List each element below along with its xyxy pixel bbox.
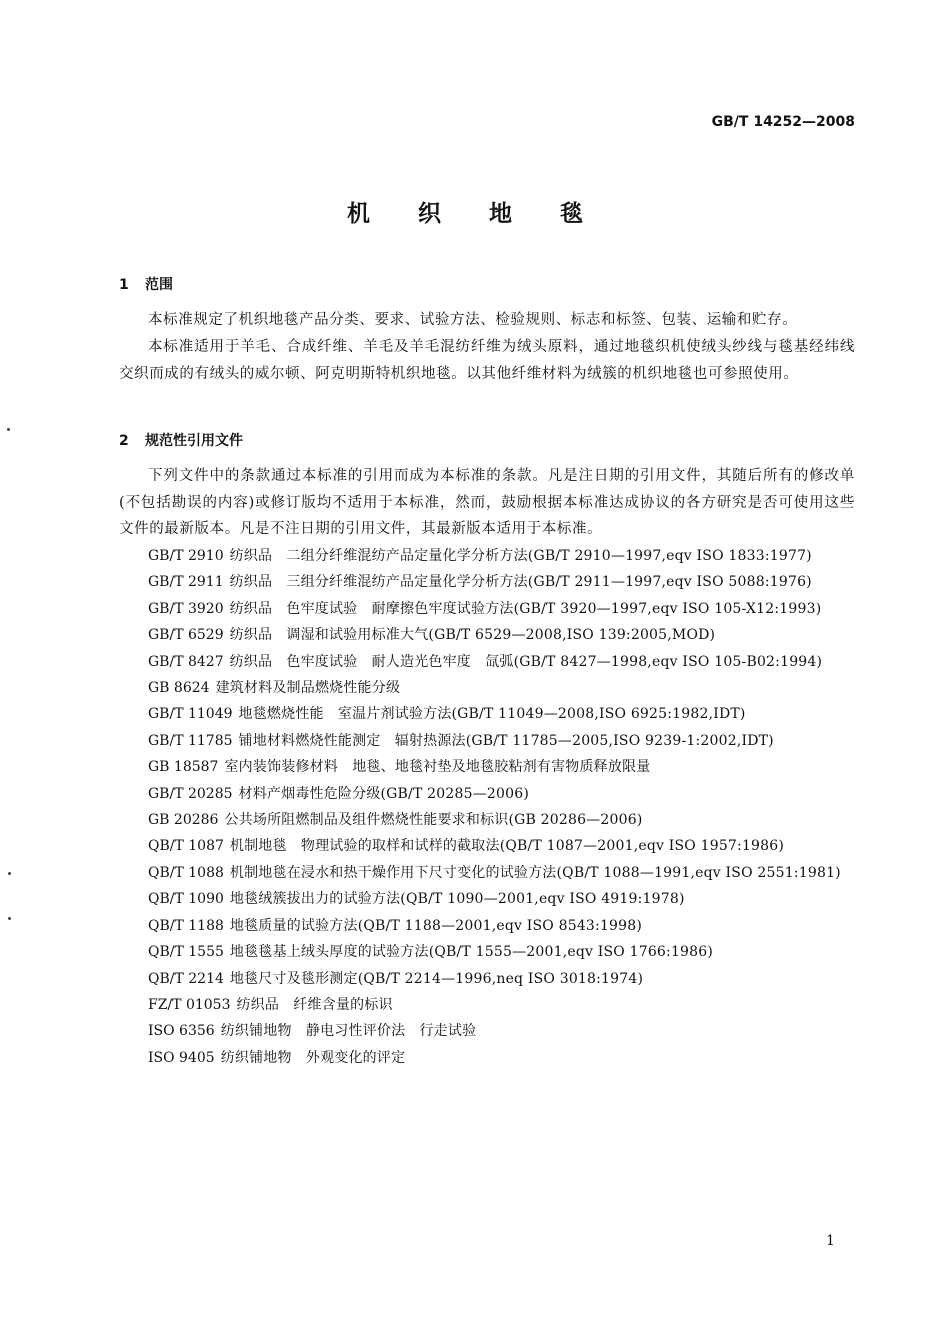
reference-code: FZ/T 01053 bbox=[148, 996, 231, 1013]
reference-text: 地毯质量的试验方法(QB/T 1188—2001,eqv ISO 8543:1998) bbox=[229, 917, 643, 934]
scan-speck bbox=[7, 428, 10, 431]
reference-code: GB/T 11785 bbox=[148, 732, 233, 749]
reference-item bbox=[119, 939, 855, 965]
reference-text: 机制地毯 物理试验的取样和试样的截取法(QB/T 1087—2001,eqv ISO 1957:1986) bbox=[229, 838, 785, 855]
reference-code: GB/T 2910 bbox=[148, 548, 224, 564]
scan-speck bbox=[8, 872, 11, 875]
reference-item bbox=[119, 992, 855, 1018]
reference-code: GB 8624 bbox=[148, 680, 210, 697]
reference-text: 建筑材料及制品燃烧性能分级 bbox=[215, 680, 401, 697]
reference-item bbox=[119, 966, 855, 992]
reference-code: QB/T 1088 bbox=[148, 864, 224, 881]
reference-text: 铺地材料燃烧性能测定 辐射热源法(GB/T 11785—2005,ISO 9239-1:2002,IDT) bbox=[238, 732, 774, 749]
reference-text: 地毯毯基上绒头厚度的试验方法(QB/T 1555—2001,eqv ISO 1766:1986) bbox=[229, 944, 714, 961]
section-heading-normative-references bbox=[119, 430, 243, 450]
section-heading-scope bbox=[119, 274, 173, 294]
reference-item bbox=[119, 754, 855, 780]
reference-item bbox=[119, 701, 855, 727]
section-number: 1 bbox=[119, 277, 129, 293]
paragraph: 本标准规定了机织地毯产品分类、要求、试验方法、检验规则、标志和标签、包装、运输和贮存。 bbox=[148, 312, 798, 328]
reference-item bbox=[119, 781, 855, 807]
reference-item bbox=[119, 886, 855, 912]
reference-code: GB/T 2911 bbox=[148, 574, 224, 591]
reference-text: 纺织铺地物 静电习性评价法 行走试验 bbox=[220, 1023, 477, 1040]
section-title: 范围 bbox=[145, 277, 173, 293]
reference-item bbox=[119, 649, 855, 675]
reference-code: GB 20286 bbox=[148, 812, 219, 829]
reference-code: ISO 9405 bbox=[148, 1049, 215, 1066]
reference-text: 室内装饰装修材料 地毯、地毯衬垫及地毯胶粘剂有害物质释放限量 bbox=[224, 759, 651, 776]
reference-text: 材料产烟毒性危险分级(GB/T 20285—2006) bbox=[238, 785, 529, 802]
reference-text: 地毯尺寸及毯形测定(QB/T 2214—1996,neq ISO 3018:1974) bbox=[229, 970, 644, 987]
reference-code: ISO 6356 bbox=[148, 1023, 215, 1040]
reference-item bbox=[119, 1045, 855, 1071]
reference-code: GB/T 3920 bbox=[148, 600, 224, 617]
reference-item bbox=[119, 833, 855, 859]
paragraph: 下列文件中的条款通过本标准的引用而成为本标准的条款。凡是注日期的引用文件，其随后所有的修改单(不包括勘误的内容)或修订版均不适用于本标准，然而，鼓励根据本标准达成协议的各方研究是否可使用这些文件的最新版本。凡是不注日期的引用文件，其最新版本适用于本标准。 bbox=[119, 468, 855, 537]
reference-code: QB/T 1087 bbox=[148, 838, 224, 855]
section-number: 2 bbox=[119, 433, 129, 449]
reference-text: 地毯燃烧性能 室温片剂试验方法(GB/T 11049—2008,ISO 6925:1982,IDT) bbox=[238, 706, 746, 723]
reference-text: 公共场所阻燃制品及组件燃烧性能要求和标识(GB 20286—2006) bbox=[224, 812, 643, 829]
reference-item bbox=[119, 569, 855, 595]
reference-text: 纺织品 二组分纤维混纺产品定量化学分析方法(GB/T 2910—1997,eqv ISO 1833:1977) bbox=[229, 548, 812, 564]
reference-code: GB/T 20285 bbox=[148, 785, 233, 802]
reference-item bbox=[119, 1018, 855, 1044]
paragraph: 本标准适用于羊毛、合成纤维、羊毛及羊毛混纺纤维为绒头原料，通过地毯织机使绒头纱线与毯基经纬线交织而成的有绒头的威尔顿、阿克明斯特机织地毯。以其他纤维材料为绒簇的机织地毯也可参照使用。 bbox=[119, 339, 855, 382]
reference-text: 纺织铺地物 外观变化的评定 bbox=[220, 1049, 406, 1066]
reference-item bbox=[119, 913, 855, 939]
reference-item bbox=[119, 807, 855, 833]
reference-code: GB/T 8427 bbox=[148, 653, 224, 670]
reference-text: 机制地毯在浸水和热干燥作用下尺寸变化的试验方法(QB/T 1088—1991,eqv ISO 2551:1981) bbox=[229, 864, 841, 881]
reference-code: QB/T 2214 bbox=[148, 970, 224, 987]
reference-list bbox=[119, 543, 855, 1071]
section-title: 规范性引用文件 bbox=[145, 433, 243, 449]
reference-text: 纺织品 三组分纤维混纺产品定量化学分析方法(GB/T 2911—1997,eqv ISO 5088:1976) bbox=[229, 574, 812, 591]
page-number: 1 bbox=[826, 1233, 835, 1249]
reference-item bbox=[119, 596, 855, 622]
reference-code: GB/T 11049 bbox=[148, 706, 233, 723]
reference-code: QB/T 1090 bbox=[148, 891, 224, 908]
reference-text: 纺织品 色牢度试验 耐人造光色牢度 氙弧(GB/T 8427—1998,eqv ISO 105-B02:1994) bbox=[229, 653, 823, 670]
reference-code: QB/T 1188 bbox=[148, 917, 224, 934]
reference-text: 纺织品 色牢度试验 耐摩擦色牢度试验方法(GB/T 3920—1997,eqv ISO 105-X12:1993) bbox=[229, 600, 822, 617]
document-title: 机 织 地 毯 bbox=[346, 201, 604, 227]
reference-code: GB/T 6529 bbox=[148, 627, 224, 644]
reference-text: 纺织品 调湿和试验用标准大气(GB/T 6529—2008,ISO 139:2005,MOD) bbox=[229, 627, 716, 644]
reference-item bbox=[119, 860, 855, 886]
standard-code: GB/T 14252—2008 bbox=[711, 114, 855, 130]
reference-text: 地毯绒簇拔出力的试验方法(QB/T 1090—2001,eqv ISO 4919:1978) bbox=[229, 891, 685, 908]
reference-item bbox=[119, 728, 855, 754]
reference-text: 纺织品 纤维含量的标识 bbox=[236, 996, 393, 1013]
scan-speck bbox=[8, 917, 11, 920]
reference-item bbox=[119, 622, 855, 648]
reference-code: GB 18587 bbox=[148, 759, 219, 776]
reference-code: QB/T 1555 bbox=[148, 944, 224, 961]
reference-item bbox=[119, 675, 855, 701]
reference-item bbox=[119, 543, 855, 569]
